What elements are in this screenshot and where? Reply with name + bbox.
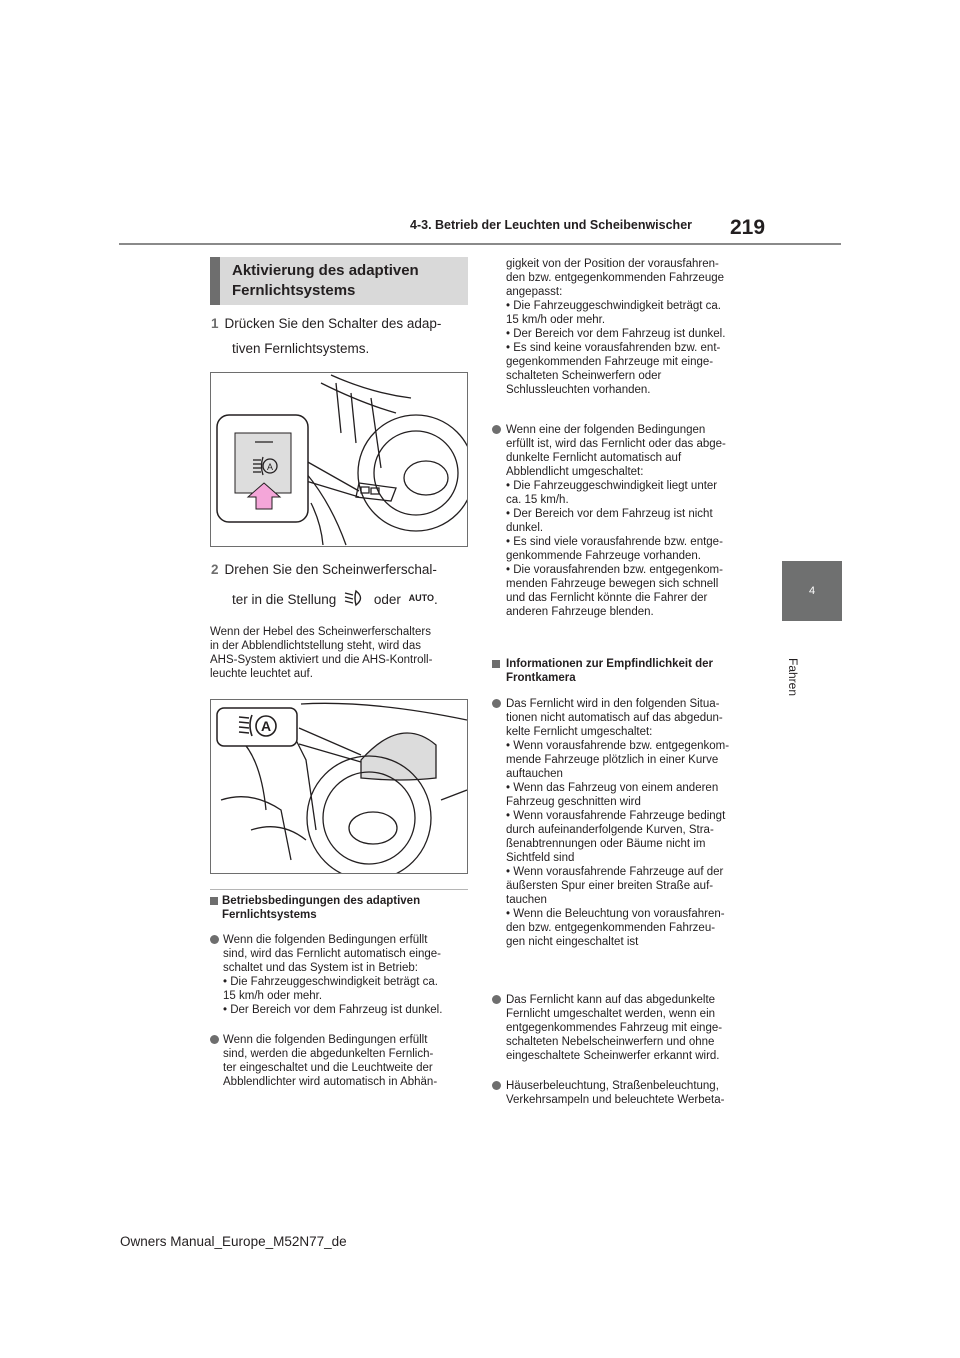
figure-ahs-switch-drawing bbox=[211, 373, 467, 546]
sub-heading-2 bbox=[492, 657, 757, 685]
figure-ahs-indicator-drawing bbox=[211, 700, 467, 873]
low-beam-icon bbox=[344, 589, 366, 615]
sub-heading-1-text: Betriebsbedingungen des adaptiven Fernlichtsystems bbox=[222, 895, 421, 921]
low-beam-icon-drawing bbox=[344, 589, 366, 607]
step-1-line-2: tiven Fernlichtsystems. bbox=[232, 341, 370, 356]
step-1-line-1: Drücken Sie den Schalter des adap- bbox=[224, 316, 442, 331]
bullet-5 bbox=[492, 993, 757, 1063]
sub-heading-2-text: Informationen zur Empfindlichkeit der Frontkamera bbox=[506, 658, 714, 684]
footer-document-id: Owners Manual_Europe_M52N77_de bbox=[120, 1234, 347, 1249]
round-bullet-icon bbox=[210, 935, 219, 944]
step-2-line-2 bbox=[232, 586, 438, 615]
step-2-text: ter in die Stellung bbox=[232, 592, 337, 607]
section-heading-text: Aktivierung des adaptiven Fernlichtsystems bbox=[232, 262, 419, 299]
step-1 bbox=[211, 311, 441, 336]
round-bullet-icon bbox=[210, 1035, 219, 1044]
chapter-label: Fahren bbox=[786, 658, 800, 697]
bullet-3-text: Wenn eine der folgenden Bedingungen erfüllt ist, wird das Fernlicht oder das abge- dunkelte Fernlicht automatisch auf Abblendlicht umgeschaltet: • Die Fahrzeuggeschwindigkeit liegt unter ca. 15 km/h. • Der Bereich vor dem Fahrzeug ist nicht dunkel. • Es sind viele vorausfahrende bzw. entge- genkommende Fahrzeuge vorhanden. • Die vorausfahrenden bzw. entgegenkom- menden Fahrzeuge bewegen sich schnell und das Fernlicht könnte die Fahrer der anderen Fahrzeuge blenden. bbox=[506, 424, 726, 618]
bullet-2-text: Wenn die folgenden Bedingungen erfüllt sind, werden die abgedunkelten Fernlich- ter eingeschaltet und die Leuchtweite der Abblendlichter wird automatisch in Abhän- bbox=[223, 1034, 438, 1088]
step-2-explanation: Wenn der Hebel des Scheinwerferschalters in der Abblendlichtstellung steht, wird das AHS-System aktiviert und die AHS-Kontroll- leuchte leuchtet auf. bbox=[210, 626, 433, 680]
section-heading bbox=[210, 257, 468, 305]
bullet-1-text: Wenn die folgenden Bedingungen erfüllt sind, wird das Fernlicht automatisch einge- schaltet und das System ist in Betrieb: • Die Fahrzeuggeschwindigkeit beträgt ca. 15 km/h oder mehr. • Der Bereich vor dem Fahrzeug ist dunkel. bbox=[223, 934, 443, 1016]
bullet-5-text: Das Fernlicht kann auf das abgedunkelte Fernlicht umgeschaltet werden, wenn ein entgegenkommendes Fahrzeug mit einge- schalteten Nebelscheinwerfern und ohne eingeschaltete Scheinwerfer erkannt wird. bbox=[506, 994, 723, 1062]
step-2-or: oder bbox=[373, 592, 401, 607]
bullet-2 bbox=[210, 1033, 472, 1089]
header-divider bbox=[119, 243, 841, 245]
step-1-number: 1 bbox=[211, 316, 219, 331]
figure-ahs-indicator bbox=[210, 699, 468, 874]
step-2 bbox=[211, 557, 437, 582]
round-bullet-icon bbox=[492, 425, 501, 434]
square-bullet-icon bbox=[210, 897, 218, 905]
round-bullet-icon bbox=[492, 699, 501, 708]
step-2-period: . bbox=[434, 592, 438, 607]
continued-text: gigkeit von der Position der vorausfahren- den bzw. entgegenkommenden Fahrzeuge angepasst: • Die Fahrzeuggeschwindigkeit beträgt ca. 15 km/h oder mehr. • Der Bereich vor dem Fahrzeug ist dunkel. • Es sind keine vorausfahrenden bzw. ent- gegenkommenden Fahrzeuge mit einge- schalteten Scheinwerfern oder Schlussleuchten vorhanden. bbox=[506, 258, 726, 396]
sub-heading-1 bbox=[210, 894, 468, 922]
bullet-3 bbox=[492, 423, 757, 619]
auto-icon: AUTO bbox=[408, 593, 434, 603]
chapter-tab: 4 bbox=[782, 561, 842, 621]
svg-text:A: A bbox=[266, 462, 274, 472]
bullet-6-text: Häuserbeleuchtung, Straßenbeleuchtung, Verkehrsampeln und beleuchtete Werbeta- bbox=[506, 1080, 725, 1106]
page-number: 219 bbox=[730, 216, 766, 239]
step-2-number: 2 bbox=[211, 562, 219, 577]
figure-ahs-switch bbox=[210, 372, 468, 547]
round-bullet-icon bbox=[492, 1081, 501, 1090]
bullet-4 bbox=[492, 697, 757, 949]
bullet-1 bbox=[210, 933, 472, 1017]
square-bullet-icon bbox=[492, 660, 500, 668]
round-bullet-icon bbox=[492, 995, 501, 1004]
sub-heading-1-rule bbox=[210, 889, 468, 890]
bullet-4-text: Das Fernlicht wird in den folgenden Situa- tionen nicht automatisch auf das abgedun- kelte Fernlicht umgeschaltet: • Wenn vorausfahrende bzw. entgegenkom- mende Fahrzeuge plötzlich in einer Kurve auftauchen • Wenn das Fahrzeug von einem anderen Fahrzeug geschnitten wird • Wenn vorausfahrende Fahrzeuge bedingt durch aufeinanderfolgende Kurven, Stra- ßenabtrennungen oder Bäume nicht im Sichtfeld sind • Wenn vorausfahrende Fahrzeuge auf der äußersten Spur einer breiten Straße auf- tauchen • Wenn die Beleuchtung von vorausfahren- den bzw. entgegenkommenden Fahrzeu- gen nicht eingeschaltet ist bbox=[506, 698, 730, 948]
section-title: 4-3. Betrieb der Leuchten und Scheibenwischer bbox=[410, 218, 693, 232]
bullet-6 bbox=[492, 1079, 757, 1107]
step-2-line-1: Drehen Sie den Scheinwerferschal- bbox=[224, 562, 437, 577]
svg-text:A: A bbox=[260, 718, 272, 734]
